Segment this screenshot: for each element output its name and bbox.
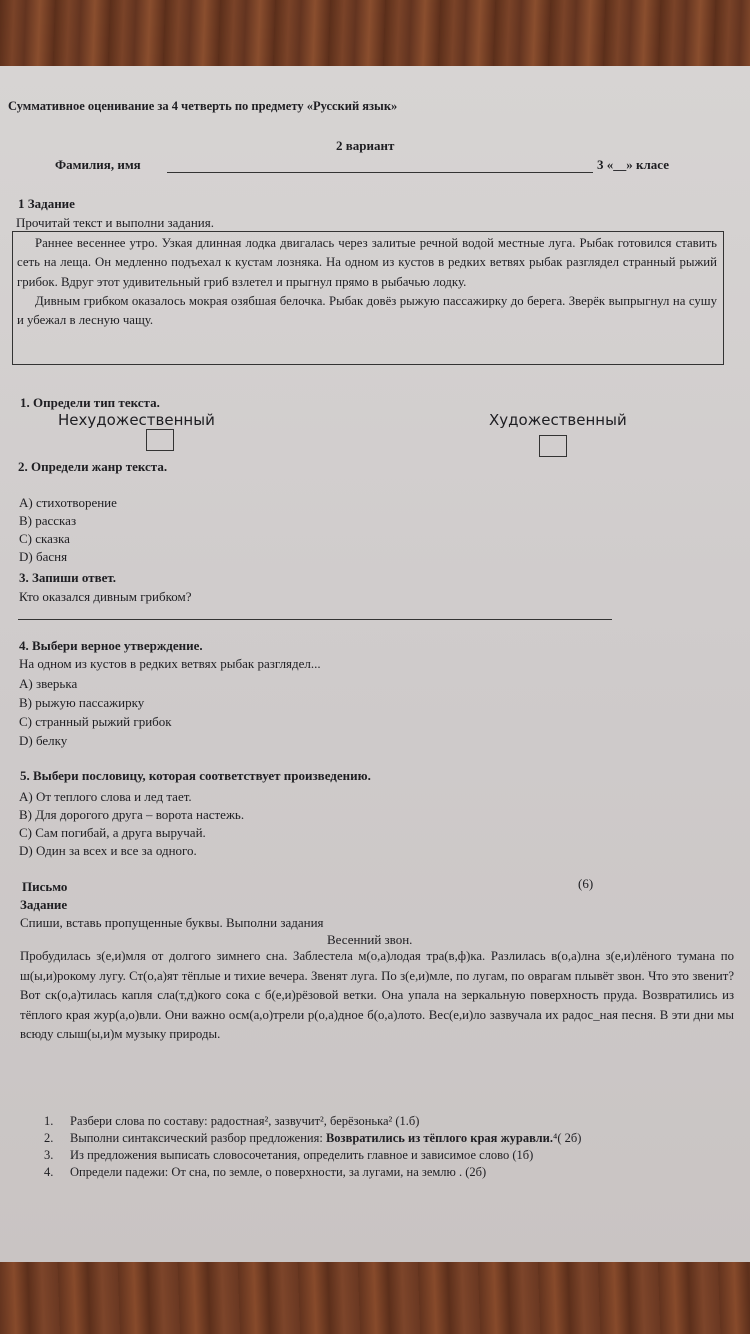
name-label: Фамилия, имя: [55, 157, 141, 172]
letter-task-list: [44, 1113, 724, 1181]
task-number: 2.: [44, 1131, 54, 1145]
question-4-options: [19, 674, 172, 750]
task-text: Разбери слова по составу: радостная², зазвучит², берёзонька² (1.б): [70, 1114, 420, 1128]
task-number: 1.: [44, 1114, 54, 1128]
question-2-options: [19, 494, 117, 566]
question-5-options: [19, 788, 244, 860]
dictation-title: Весенний звон.: [327, 932, 413, 947]
list-item[interactable]: A) От теплого слова и лед тает.: [19, 789, 192, 804]
reading-paragraph-1: Раннее весеннее утро. Узкая длинная лодка двигалась через залитые речной водой местные луга. Рыбак готовился ставить сеть на леща. Он медленно подъехал к кустам лозняка. На одном из кустов в редких ветвях рыбак разглядел странный рыжий грибок. Вдруг этот удивительный гриб взлетел и прыгнул прямо в рыбачью лодку.: [17, 236, 717, 289]
task-points: ⁴( 2б): [553, 1131, 582, 1145]
letter-subheading: Задание: [20, 897, 68, 912]
question-4: 4. Выбери верное утверждение.: [19, 638, 203, 653]
option-nonfiction-label: Нехудожественный: [58, 411, 215, 429]
letter-instruction: Спиши, вставь пропущенные буквы. Выполни задания: [20, 915, 324, 930]
question-2: 2. Определи жанр текста.: [18, 459, 168, 474]
reading-text-box: [12, 231, 724, 365]
dictation-paragraph: Пробудилась з(е,и)мля от долгого зимнего сна. Заблестела м(о,а)лодая тра(в,ф)ка. Разлилась в(о,а)лна з(е,и)лёного тумана по ш(ы,и)рокому лугу. Ст(о,а)ят тёплые и тихие вечера. Звенят луга. По з(е,и)мле, по лугам, по оврагам плывёт звон. Что это звенит? Вот ск(о,а)тилась капля сла(т,д)кого сока с б(е,и)рёзовой ветки. Она упала на зеркальную поверхность пруда. Возвратились из тёплого края жур(а,о)вли. Они важно осм(а,о)трели р(о,а)дное б(о,а)лото. Вес(е,и)ло зазвучала их радос_ная песня. В эти дни мы всюду слыш(ы,и)м музыку природы.: [20, 949, 734, 1041]
task-text: Из предложения выписать словосочетания, определить главное и зависимое слово (1б): [70, 1148, 534, 1162]
list-item[interactable]: C) Сам погибай, а друга выручай.: [19, 825, 206, 840]
task-text: Определи падежи: От сна, по земле, о поверхности, за лугами, на землю . (2б): [70, 1165, 487, 1179]
list-item[interactable]: D) басня: [19, 549, 68, 564]
task-text: Выполни синтаксический разбор предложения:: [70, 1131, 326, 1145]
variant-label: 2 вариант: [336, 138, 395, 153]
option-fiction-label: Художественный: [489, 411, 627, 429]
answer-line[interactable]: [18, 619, 612, 620]
list-item[interactable]: A) зверька: [19, 676, 78, 691]
wooden-table-top: [0, 0, 750, 70]
list-item[interactable]: B) рассказ: [19, 513, 77, 528]
task-number: 3.: [44, 1148, 54, 1162]
wooden-table-bottom: [0, 1262, 750, 1334]
letter-heading: Письмо: [22, 879, 68, 894]
name-field-line[interactable]: [167, 172, 593, 173]
task1-heading: 1 Задание: [18, 196, 75, 211]
letter-points: (6): [578, 876, 594, 891]
list-item[interactable]: B) Для дорогого друга – ворота настежь.: [19, 807, 245, 822]
task-sentence-bold: Возвратились из тёплого края журавли.: [325, 1131, 554, 1145]
task-number: 4.: [44, 1165, 54, 1179]
list-item[interactable]: A) стихотворение: [19, 495, 117, 510]
question-3-text: Кто оказался дивным грибком?: [19, 589, 192, 604]
list-item: [44, 1164, 724, 1181]
list-item[interactable]: C) странный рыжий грибок: [19, 714, 172, 729]
class-label: 3 «__» класе: [597, 157, 669, 172]
option-nonfiction-checkbox[interactable]: [146, 429, 174, 451]
reading-paragraph-2: Дивным грибком оказалось мокрая озябшая белочка. Рыбак довёз рыжую пассажирку до берега. Зверёк выпрыгнул на сушу и убежал в лесную чащу.: [17, 293, 717, 328]
list-item: [44, 1113, 724, 1130]
page-title: Суммативное оценивание за 4 четверть по предмету «Русский язык»: [8, 99, 398, 113]
task1-instruction: Прочитай текст и выполни задания.: [16, 215, 214, 230]
list-item: [44, 1130, 724, 1147]
question-5: 5. Выбери пословицу, которая соответствует произведению.: [20, 768, 371, 783]
option-fiction-checkbox[interactable]: [539, 435, 567, 457]
list-item[interactable]: C) сказка: [19, 531, 70, 546]
list-item[interactable]: B) рыжую пассажирку: [19, 695, 145, 710]
question-3: 3. Запиши ответ.: [19, 570, 117, 585]
list-item: [44, 1147, 724, 1164]
question-1: 1. Определи тип текста.: [20, 395, 160, 410]
question-4-text: На одном из кустов в редких ветвях рыбак разглядел...: [19, 656, 321, 671]
list-item[interactable]: D) белку: [19, 733, 68, 748]
list-item[interactable]: D) Один за всех и все за одного.: [19, 843, 197, 858]
